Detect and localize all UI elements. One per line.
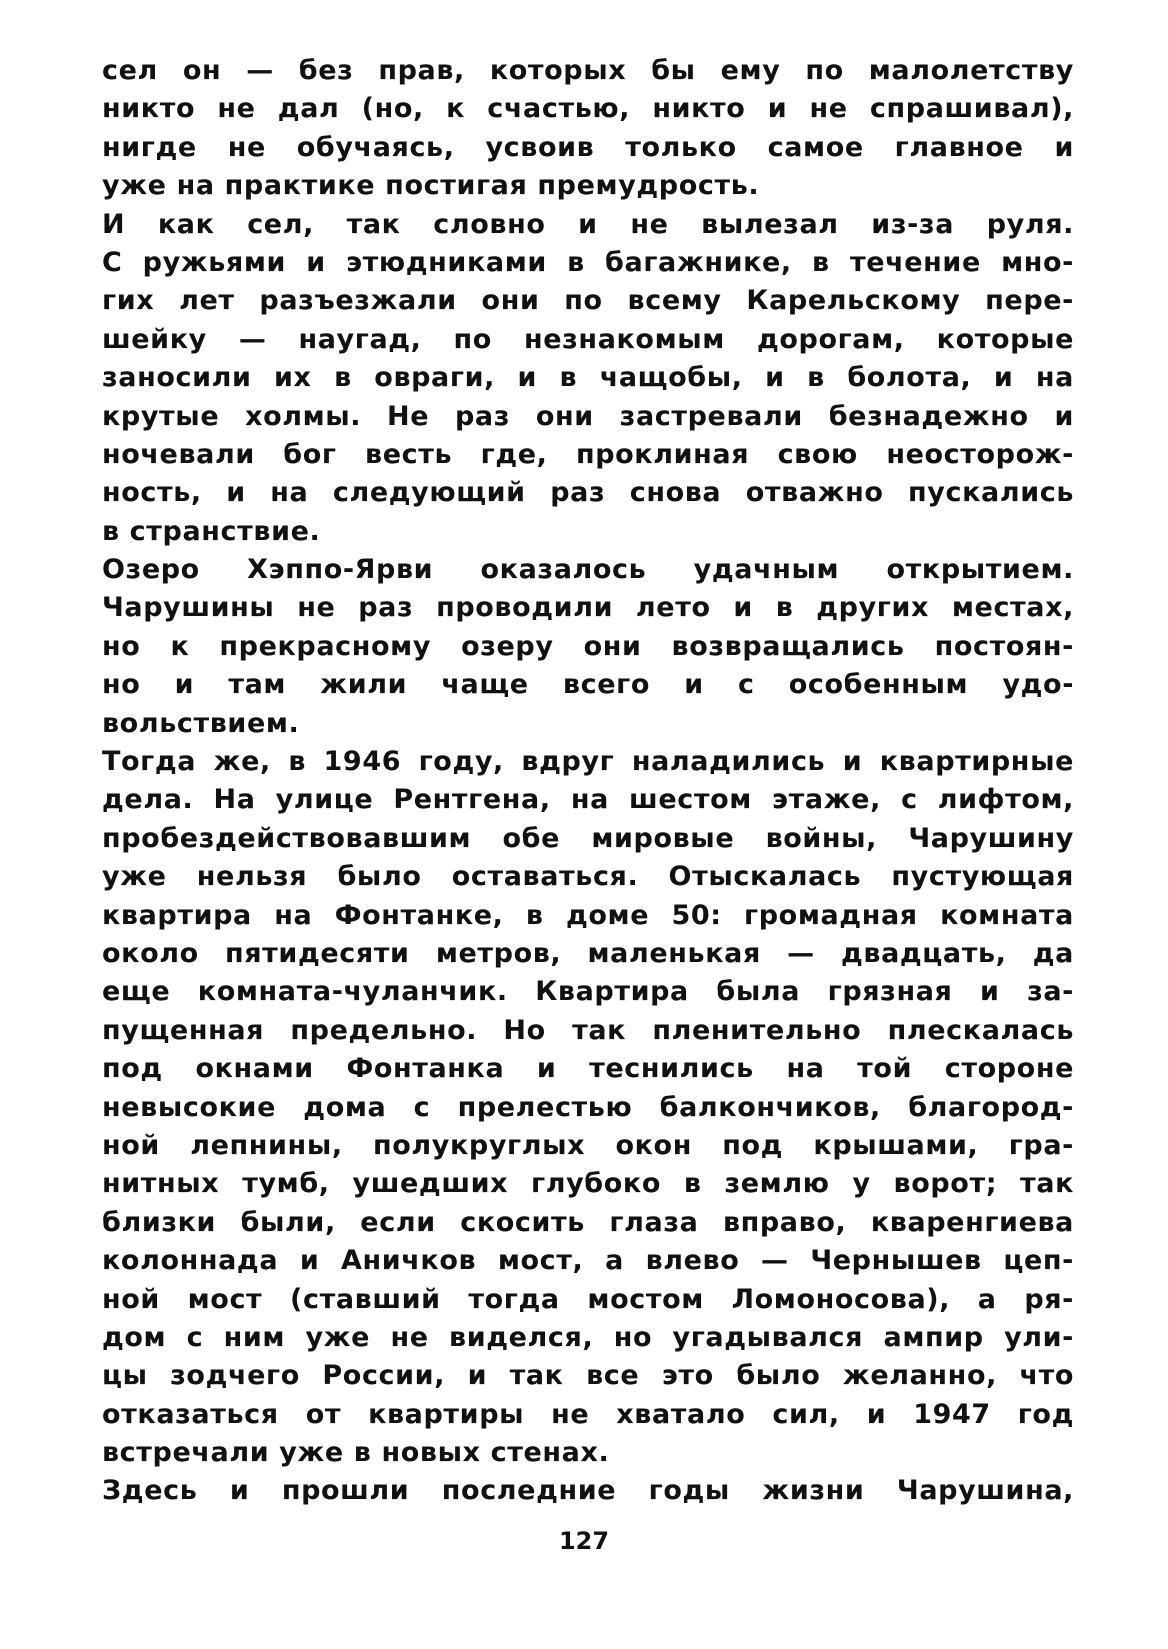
text-line: уже нельзя было оставаться. Отыскалась пустующая [102,861,1074,893]
text-line: Чарушины не раз проводили лето и в других местах, [102,592,1074,624]
text-line: уже на практике постигая премудрость. [102,170,760,202]
body-text [102,52,1074,1511]
text-line: еще комната-чуланчик. Квартира была грязная и за- [102,976,1074,1008]
text-line: вольствием. [102,707,300,739]
page-number: 127 [558,1527,610,1555]
text-line: дом с ним уже не виделся, но угадывался ампир ули- [102,1321,1074,1353]
text-line: но к прекрасному озеру они возвращались постоян- [102,630,1074,662]
text-line: встречали уже в новых стенах. [102,1437,610,1469]
text-line: ной лепнины, полукруглых окон под крышами, гра- [102,1129,1074,1161]
text-line: ночевали бог весть где, проклиная свою неосторож- [102,438,1074,470]
text-line: И как сел, так словно и не вылезал из-за руля. [102,208,1074,240]
text-line: нитных тумб, ушедших глубоко в землю у ворот; так [102,1168,1074,1200]
text-line: дела. На улице Рентгена, на шестом этаже, с лифтом, [102,784,1074,816]
text-line: около пятидесяти метров, маленькая — двадцать, да [102,937,1074,969]
text-line: колоннада и Аничков мост, а влево — Чернышев цеп- [102,1245,1074,1277]
text-line: Озеро Хэппо-Ярви оказалось удачным открытием. [102,554,1074,586]
text-line: под окнами Фонтанка и теснились на той стороне [102,1053,1074,1085]
text-line: в странствие. [102,515,321,547]
text-line: пробездействовавшим обе мировые войны, Чарушину [102,822,1074,854]
text-line: Здесь и прошли последние годы жизни Чарушина, [102,1475,1074,1507]
text-line: С ружьями и этюдниками в багажнике, в течение мно- [102,246,1074,278]
text-line: цы зодчего России, и так все это было желанно, что [102,1360,1074,1392]
text-line: заносили их в овраги, и в чащобы, и в болота, и на [102,362,1074,394]
text-line: ность, и на следующий раз снова отважно пускались [102,477,1074,509]
text-line: шейку — наугад, по незнакомым дорогам, которые [102,323,1074,355]
text-line: квартира на Фонтанке, в доме 50: громадная комната [102,899,1074,931]
text-line: отказаться от квартиры не хватало сил, и 1947 год [102,1398,1074,1430]
text-line: крутые холмы. Не раз они застревали безнадежно и [102,400,1074,432]
text-line: близки были, если скосить глаза вправо, кваренгиева [102,1206,1074,1238]
text-line: никто не дал (но, к счастью, никто и не спрашивал), [102,93,1074,125]
text-line: но и там жили чаще всего и с особенным удо- [102,669,1074,701]
text-line: нигде не обучаясь, усвоив только самое главное и [102,131,1074,163]
text-line: пущенная предельно. Но так пленительно плескалась [102,1014,1074,1046]
text-line: гих лет разъезжали они по всему Карельскому пере- [102,285,1074,317]
text-line: Тогда же, в 1946 году, вдруг наладились и квартирные [102,746,1074,778]
text-line: невысокие дома с прелестью балкончиков, благород- [102,1091,1074,1123]
text-line: ной мост (ставший тогда мостом Ломоносова), а ря- [102,1283,1074,1315]
text-line: сел он — без прав, которых бы ему по малолетству [102,55,1074,86]
